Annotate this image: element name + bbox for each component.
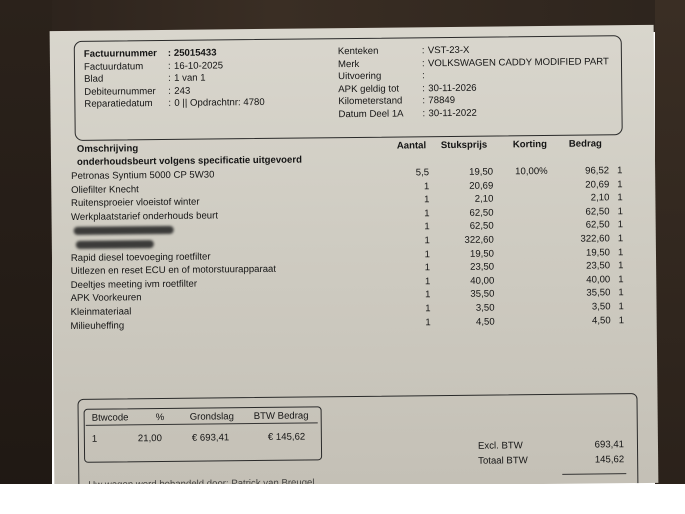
header-left-label: Blad <box>84 73 104 85</box>
header-left-value: 0 || Opdrachtnr: 4780 <box>174 96 265 109</box>
vat-base: € 693,41 <box>191 432 230 444</box>
line-item-unit-price: 4,50 <box>475 316 495 328</box>
total-value: 693,41 <box>594 439 625 451</box>
header-left-label: Debiteurnummer <box>84 85 156 98</box>
white-bottom-margin <box>0 484 685 514</box>
line-item-unit-price: 20,69 <box>469 180 494 192</box>
header-right-value: 30-11-2026 <box>428 82 477 94</box>
line-item-unit-price: 62,50 <box>469 207 494 219</box>
line-item-description: Oliefilter Knecht <box>71 183 139 196</box>
line-item-discount: 10,00% <box>515 165 548 178</box>
header-left-colon: : <box>168 97 172 109</box>
line-item-description: Ruitensproeier vloeistof winter <box>70 196 200 210</box>
header-left-value: 25015433 <box>173 47 217 59</box>
line-item-code: 1 <box>618 287 624 299</box>
col-header-description: Omschrijving <box>76 143 139 155</box>
total-label: Totaal BTW <box>478 455 528 467</box>
header-right-label: Uitvoering <box>338 70 382 83</box>
header-right-value: VST-23-X <box>427 44 470 57</box>
header-left-value: 243 <box>174 85 191 97</box>
line-item-code: 1 <box>617 192 623 204</box>
col-header-unit-price: Stuksprijs <box>440 139 488 152</box>
header-left-label: Factuurnummer <box>83 48 157 60</box>
line-item-amount: 96,52 <box>585 165 610 177</box>
header-right-colon: : <box>421 45 425 57</box>
total-value: 145,62 <box>594 454 625 466</box>
header-right-label: Kilometerstand <box>338 95 403 108</box>
line-item-qty: 1 <box>425 316 431 328</box>
header-left-label: Reparatiedatum <box>84 98 153 110</box>
line-item-unit-price: 322,60 <box>464 234 494 246</box>
line-item-qty: 1 <box>425 289 431 301</box>
line-item-amount: 62,50 <box>585 206 610 218</box>
col-header-qty: Aantal <box>396 140 427 152</box>
header-right-label: Merk <box>337 58 360 70</box>
line-item-amount: 40,00 <box>586 274 611 286</box>
line-item-amount: 3,50 <box>591 301 611 313</box>
header-right-value: 30-11-2022 <box>428 107 477 119</box>
header-left-value: 1 van 1 <box>174 72 206 84</box>
line-item-qty: 1 <box>424 275 431 288</box>
line-item-unit-price: 3,50 <box>475 302 495 314</box>
line-item-amount: 35,50 <box>586 287 611 299</box>
header-left-colon: : <box>168 72 171 84</box>
redacted-description <box>76 240 154 249</box>
line-item-description: Kleinmateriaal <box>70 306 132 318</box>
line-item-amount: 62,50 <box>585 219 610 231</box>
vat-header-base: Grondslag <box>189 411 234 423</box>
vat-header-pct: % <box>155 411 165 424</box>
vat-amount: € 145,62 <box>267 431 306 443</box>
line-item-qty: 1 <box>425 303 431 315</box>
redacted-description <box>74 226 174 235</box>
header-right-colon: : <box>422 95 426 107</box>
line-item-code: 1 <box>618 273 624 286</box>
line-item-qty: 5,5 <box>415 167 430 179</box>
line-item-qty: 1 <box>424 194 430 206</box>
total-label: Excl. BTW <box>477 440 523 452</box>
background-table-left <box>0 0 52 514</box>
line-item-description: Werkplaatstarief onderhouds beurt <box>70 210 219 223</box>
line-item-unit-price: 19,50 <box>469 166 494 178</box>
line-item-code: 1 <box>618 301 624 313</box>
background-table-right <box>655 0 685 514</box>
line-item-code: 1 <box>617 246 624 258</box>
vat-code: 1 <box>91 433 98 445</box>
line-item-amount: 20,69 <box>585 178 610 191</box>
header-right-colon: : <box>422 70 425 82</box>
line-item-description: APK Voorkeuren <box>70 292 142 305</box>
line-item-qty: 1 <box>424 262 431 274</box>
invoice-paper <box>50 25 659 489</box>
line-item-amount: 2,10 <box>590 192 610 204</box>
line-item-unit-price: 19,50 <box>469 248 495 260</box>
header-right-label: APK geldig tot <box>338 83 400 95</box>
header-left-colon: : <box>167 47 172 59</box>
line-item-qty: 1 <box>424 248 431 260</box>
line-item-qty: 1 <box>424 221 430 233</box>
header-left-label: Factuurdatum <box>83 60 144 73</box>
line-item-code: 1 <box>617 233 624 245</box>
line-item-unit-price: 35,50 <box>470 288 495 301</box>
header-right-colon: : <box>422 107 426 119</box>
header-left-value: 16-10-2025 <box>173 59 224 72</box>
header-left-colon: : <box>168 85 171 97</box>
line-item-amount: 19,50 <box>585 246 611 259</box>
line-item-code: 1 <box>618 314 625 326</box>
line-item-code: 1 <box>618 260 624 272</box>
line-item-qty: 1 <box>423 180 430 192</box>
header-right-value: VOLKSWAGEN CADDY MODIFIED PART <box>427 55 609 69</box>
line-item-unit-price: 2,10 <box>474 193 494 205</box>
line-item-qty: 1 <box>424 208 430 220</box>
line-item-qty: 1 <box>424 235 430 247</box>
line-item-code: 1 <box>617 165 623 177</box>
header-right-colon: : <box>422 82 425 94</box>
line-item-unit-price: 40,00 <box>470 275 495 287</box>
col-header-discount: Korting <box>512 138 547 151</box>
vat-header-amount: BTW Bedrag <box>253 410 309 423</box>
line-item-amount: 4,50 <box>591 314 611 327</box>
line-item-amount: 23,50 <box>586 260 611 272</box>
line-item-unit-price: 23,50 <box>470 261 495 273</box>
line-item-description: Milieuheffing <box>70 320 125 332</box>
col-header-amount: Bedrag <box>568 138 602 150</box>
vat-header-code: Btwcode <box>91 412 129 424</box>
header-right-label: Kenteken <box>337 45 379 58</box>
header-right-colon: : <box>421 57 425 69</box>
line-item-description: Deeltjes meeting ivm roetfilter <box>70 278 198 291</box>
line-item-code: 1 <box>617 205 623 218</box>
section-title: onderhoudsbeurt volgens specificatie uitgevoerd <box>76 154 303 168</box>
line-item-description: Uitlezen en reset ECU en of motorstuurapparaat <box>70 264 277 278</box>
vat-pct: 21,00 <box>137 433 162 445</box>
line-item-code: 1 <box>617 219 624 231</box>
line-item-description: Petronas Syntium 5000 CP 5W30 <box>71 169 215 182</box>
header-right-label: Datum Deel 1A <box>338 107 404 120</box>
header-left-colon: : <box>167 60 171 72</box>
header-right-value: 78849 <box>428 94 456 107</box>
line-item-description: Rapid diesel toevoeging roetfilter <box>70 251 211 264</box>
line-item-unit-price: 62,50 <box>469 220 494 233</box>
line-item-code: 1 <box>617 178 623 190</box>
line-item-amount: 322,60 <box>580 233 610 245</box>
